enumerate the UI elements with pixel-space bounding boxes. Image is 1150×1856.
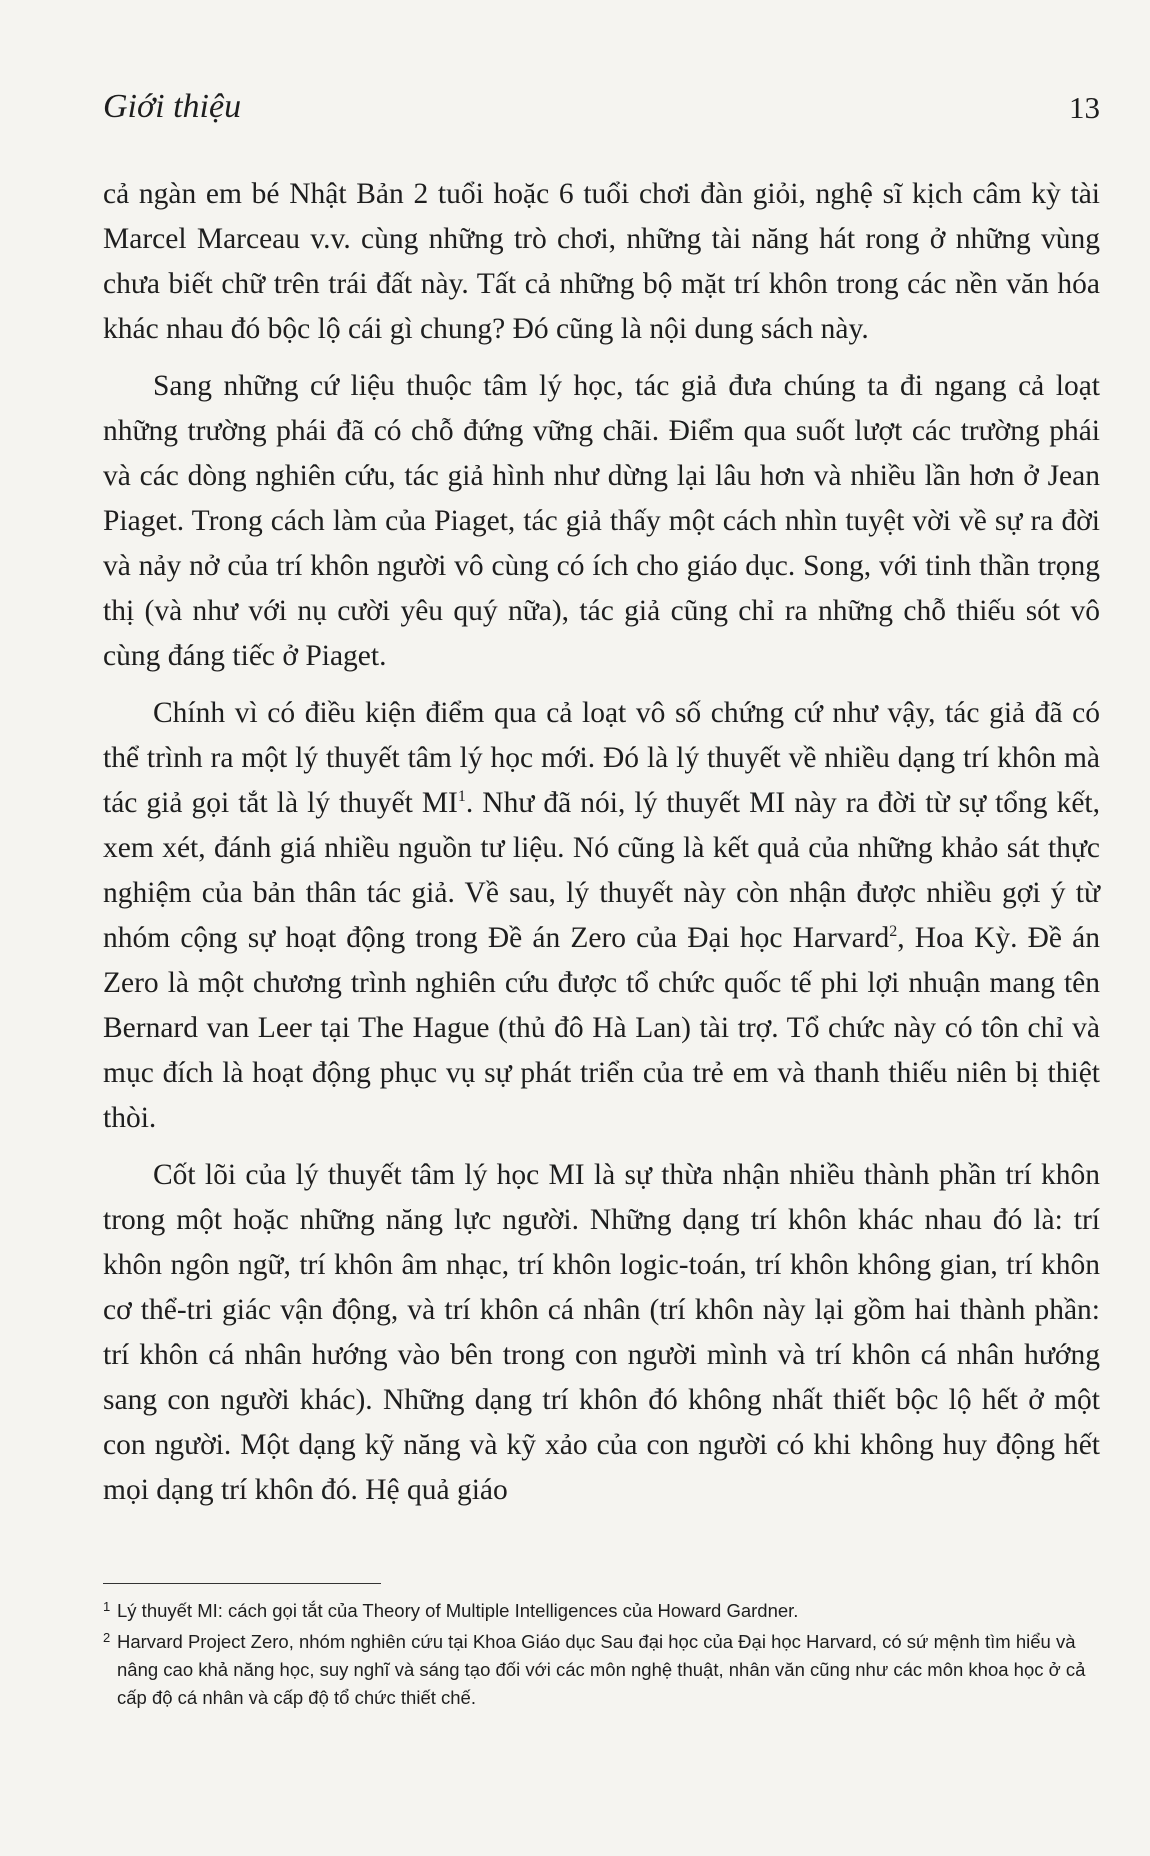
footnote-divider bbox=[103, 1583, 381, 1584]
footnote-2-text: Harvard Project Zero, nhóm nghiên cứu tại Khoa Giáo dục Sau đại học của Đại học Harvard, có sứ mệnh tìm hiểu và nâng cao khả năng học, suy nghĩ và sáng tạo đối với các môn nghệ thuật, nhân văn cũng như các môn khoa học ở cả cấp độ cá nhân và cấp độ tổ chức thiết chế. bbox=[117, 1631, 1086, 1708]
paragraph-3-part-a: Chính vì có điều kiện điểm qua cả loạt vô số chứng cứ như vậy, tác giả đã có thể trình ra một lý thuyết tâm lý học mới. Đó là lý thuyết về nhiều dạng trí khôn mà tác giả gọi tắt là lý thuyết MI bbox=[103, 697, 1100, 819]
paragraph-3 bbox=[103, 691, 1100, 1141]
footnote-1-mark: 1 bbox=[103, 1599, 111, 1614]
paragraph-1: cả ngàn em bé Nhật Bản 2 tuổi hoặc 6 tuổi chơi đàn giỏi, nghệ sĩ kịch câm kỳ tài Marcel Marceau v.v. cùng những trò chơi, những tài năng hát rong ở những vùng chưa biết chữ trên trái đất này. Tất cả những bộ mặt trí khôn trong các nền văn hóa khác nhau đó bộc lộ cái gì chung? Đó cũng là nội dung sách này. bbox=[103, 178, 1100, 345]
footnote-2 bbox=[103, 1628, 1090, 1712]
footnote-1 bbox=[103, 1597, 1090, 1625]
paragraph-3-part-c: , Hoa Kỳ. Đề án Zero là một chương trình nghiên cứu được tổ chức quốc tế phi lợi nhuận mang tên Bernard van Leer tại The Hague (thủ đô Hà Lan) tài trợ. Tổ chức này có tôn chỉ và mục đích là hoạt động phục vụ sự phát triển của trẻ em và thanh thiếu niên bị thiệt thòi. bbox=[103, 922, 1100, 1134]
footnote-ref-2[interactable]: 2 bbox=[889, 923, 898, 941]
paragraph-3-part-b: . Như đã nói, lý thuyết MI này ra đời từ sự tổng kết, xem xét, đánh giá nhiều nguồn tư liệu. Nó cũng là kết quả của những khảo sát thực nghiệm của bản thân tác giả. Về sau, lý thuyết này còn nhận được nhiều gợi ý từ nhóm cộng sự hoạt động trong Đề án Zero của Đại học Harvard bbox=[103, 787, 1100, 954]
paragraph-2: Sang những cứ liệu thuộc tâm lý học, tác giả đưa chúng ta đi ngang cả loạt những trường phái đã có chỗ đứng vững chãi. Điểm qua suốt lượt các trường phái và các dòng nghiên cứu, tác giả hình như dừng lại lâu hơn và nhiều lần hơn ở Jean Piaget. Trong cách làm của Piaget, tác giả thấy một cách nhìn tuyệt vời về sự ra đời và nảy nở của trí khôn người vô cùng có ích cho giáo dục. Song, với tinh thần trọng thị (và như với nụ cười yêu quý nữa), tác giả cũng chỉ ra những chỗ thiếu sót vô cùng đáng tiếc ở Piaget. bbox=[103, 370, 1100, 672]
footnotes bbox=[103, 1597, 1090, 1715]
body-text bbox=[103, 172, 1100, 1525]
page-number: 13 bbox=[1069, 90, 1100, 125]
footnote-1-text: Lý thuyết MI: cách gọi tắt của Theory of Multiple Intelligences của Howard Gardner. bbox=[117, 1600, 799, 1621]
footnote-ref-1[interactable]: 1 bbox=[457, 788, 466, 806]
running-header bbox=[103, 88, 1100, 138]
paragraph-4: Cốt lõi của lý thuyết tâm lý học MI là sự thừa nhận nhiều thành phần trí khôn trong một hoặc những năng lực người. Những dạng trí khôn khác nhau đó là: trí khôn ngôn ngữ, trí khôn âm nhạc, trí khôn logic-toán, trí khôn không gian, trí khôn cơ thể-tri giác vận động, và trí khôn cá nhân (trí khôn này lại gồm hai thành phần: trí khôn cá nhân hướng vào bên trong con người mình và trí khôn cá nhân hướng sang con người khác). Những dạng trí khôn đó không nhất thiết bộc lộ hết ở một con người. Một dạng kỹ năng và kỹ xảo của con người có khi không huy động hết mọi dạng trí khôn đó. Hệ quả giáo bbox=[103, 1159, 1100, 1506]
section-title: Giới thiệu bbox=[103, 88, 242, 125]
footnote-2-mark: 2 bbox=[103, 1630, 111, 1645]
